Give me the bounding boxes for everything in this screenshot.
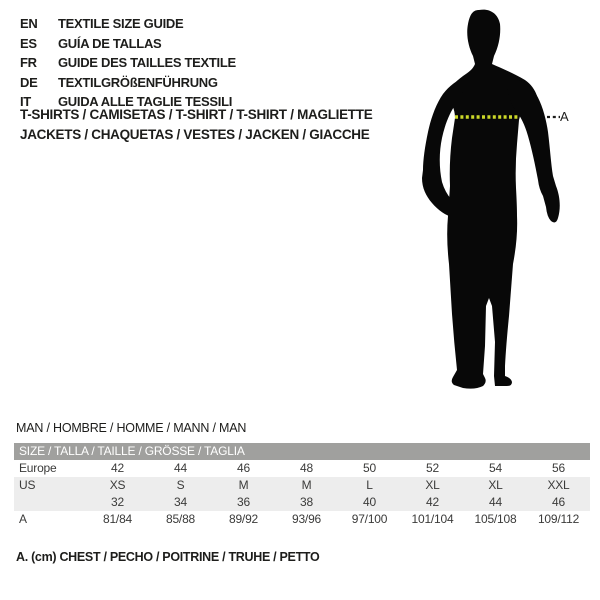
table-row-us [14,477,590,494]
language-item-de [20,73,236,93]
row-label: A [19,512,27,526]
table-cell: 93/96 [291,512,322,526]
language-code: DE [20,74,38,90]
table-cell: 46 [237,461,250,475]
table-cell: XXL [547,478,570,492]
row-label: US [19,478,36,492]
language-code: IT [20,94,31,109]
table-cell: 81/84 [102,512,133,526]
language-title: GUIDE DES TAILLES TEXTILE [58,55,236,70]
table-cell: 109/112 [537,512,580,526]
table-cell: 40 [363,495,376,509]
category-title-jackets: JACKETS / CHAQUETAS / VESTES / JACKEN / GIACCHE [20,127,370,142]
table-row-numeric [14,494,590,511]
man-body [445,10,537,389]
table-cell: 44 [489,495,502,509]
table-cell: 36 [237,495,250,509]
language-item-en [20,14,236,34]
table-cell: S [176,478,185,492]
table-cell: 38 [300,495,313,509]
table-cell: 42 [426,495,439,509]
language-title: GUIDA ALLE TAGLIE TESSILI [58,94,233,109]
table-cell: 52 [426,461,439,475]
table-cell: 101/104 [411,512,454,526]
language-code: EN [20,16,38,31]
language-code: FR [20,55,37,70]
table-cell: 56 [552,461,565,475]
row-label [14,494,86,511]
table-cell: M [301,478,312,492]
section-title-man: MAN / HOMBRE / HOMME / MANN / MAN [16,421,247,435]
table-row-europe [14,460,590,477]
table-cell: 44 [174,461,187,475]
table-row-chest [14,511,590,528]
language-title: TEXTILGRÖßENFÜHRUNG [58,74,218,90]
size-table [14,443,590,528]
chest-measure-label: A [560,109,569,124]
footnote-chest: A. (cm) CHEST / PECHO / POITRINE / TRUHE / PETTO [16,550,320,564]
table-cell: XS [109,478,126,492]
table-cell: 89/92 [228,512,259,526]
table-cell: L [366,478,373,492]
language-title: TEXTILE SIZE GUIDE [58,16,184,31]
table-cell: 85/88 [165,512,196,526]
table-cell: 50 [363,461,376,475]
language-title: GUÍA DE TALLAS [58,35,162,51]
table-cell: 34 [174,495,187,509]
table-cell: XL [488,478,503,492]
language-code: ES [20,35,37,51]
table-cell: 97/100 [351,512,388,526]
table-cell: M [238,478,249,492]
row-label: Europe [19,461,57,475]
category-titles [20,105,372,145]
table-cell: 105/108 [474,512,517,526]
category-title-tshirts: T-SHIRTS / CAMISETAS / T-SHIRT / T-SHIRT / MAGLIETTE [20,107,373,122]
man-silhouette [405,6,570,396]
table-cell: XL [425,478,440,492]
language-item-fr [20,53,236,73]
table-cell: 54 [489,461,502,475]
table-cell: 42 [111,461,124,475]
size-table-header: SIZE / TALLA / TAILLE / GRÖSSE / TAGLIA [14,443,590,460]
man-silhouette-figure [405,6,570,396]
table-cell: 48 [300,461,313,475]
language-item-es [20,34,236,54]
table-cell: 46 [552,495,565,509]
language-list [20,14,236,112]
table-cell: 32 [111,495,124,509]
